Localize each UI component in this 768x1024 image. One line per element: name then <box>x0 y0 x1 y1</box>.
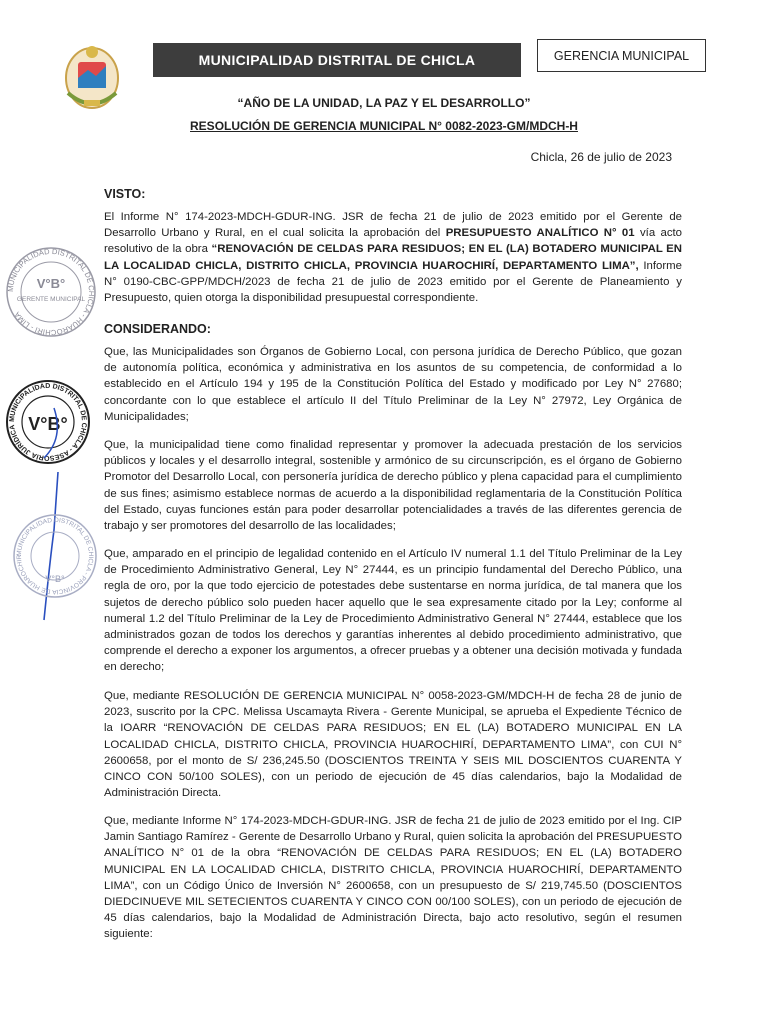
considerando-paragraph-1: Que, las Municipalidades son Órganos de Gobierno Local, con persona jurídica de Derecho Público, que gozan de autonomía política, económica y administrativa en los asuntos de su competencia, de conformidad a lo establecido en el Artículo 194 y 195 de la Constitución Política del Estado y modificado por Ley N° 27680; concordante con lo que establece el artículo II del Título Preliminar de la Ley N° 27972, Ley Orgánica de Municipalidades; <box>104 346 682 423</box>
visto-text-3: Informe N° 0190-CBC-GPP/MDCH/2023 de fecha 21 de julio de 2023 emitido por el Gerente de Planeamiento y Presupuesto, quien otorga la disponibilidad presupuestal correspondiente. <box>104 259 682 305</box>
visto-text-2: vía acto resolutivo de la obra <box>104 227 683 256</box>
institution-name: MUNICIPALIDAD DISTRITAL DE CHICLA <box>198 52 476 68</box>
stamp1-ring-text: MUNICIPALIDAD DISTRITAL DE CHICLA - HUAROCHIRÍ - LIMA <box>5 246 97 338</box>
considerando-paragraph-5: Que, mediante Informe N° 174-2023-MDCH-GDUR-ING. JSR de fecha 21 de julio de 2023 emitido por el Ing. CIP Jamin Santiago Ramírez - Gerente de Desarrollo Urbano y Rural, quien solicita la aprobación del PRESUPUESTO ANALÍTICO N° 01 de la obra “RENOVACIÓN DE CELDAS PARA RESIDUOS; EN EL (LA) BOTADERO MUNICIPAL EN LA LOCALIDAD CHICLA, DISTRITO CHICLA, PROVINCIA HUAROCHIRÍ, DEPARTAMENTO LIMA”, con un Código Único de Inversión N° 2600658, con un presupuesto de S/ 219,745.50 (DOSCIENTOS DIEDCINUEVE MIL SETECIENTOS CUARENTA Y CINCO CON 00/100 SOLES), con un periodo de ejecución de 45 días calendarios, bajo la Modalidad de Administración Directa, bajo acto resolutivo, según el resumen siguiente: <box>104 815 682 941</box>
document-date: Chicla, 26 de julio de 2023 <box>530 150 672 164</box>
visto-bold-1: PRESUPUESTO ANALÍTICO N° 01 <box>445 227 635 240</box>
visto-text-1: El Informe N° 174-2023-MDCH-GDUR-ING. JSR de fecha 21 de julio de 2023 emitido por el Gerente de Desarrollo Urbano y Rural, en el cual solicita la aprobación del <box>104 211 682 240</box>
stamp1-label: GERENTE MUNICIPAL <box>16 296 86 303</box>
office-box <box>537 39 706 72</box>
stamp2-vobo: V°B° <box>28 414 68 434</box>
considerando-heading: CONSIDERANDO: <box>104 322 211 336</box>
considerando-paragraph-4: Que, mediante RESOLUCIÓN DE GERENCIA MUNICIPAL N° 0058-2023-GM/MDCH-H de fecha 28 de junio de 2023, suscrito por la CPC. Melissa Uscamayta Rivera - Gerente Municipal, se aprueba el Expediente Técnico de la IOARR “RENOVACIÓN DE CELDAS PARA RESIDUOS; EN EL (LA) BOTADERO MUNICIPAL EN LA LOCALIDAD CHICLA, DISTRITO CHICLA, PROVINCIA HUAROCHIRÍ, DEPARTAMENTO LIMA”, con CUI N° 2600658, por el monto de S/ 236,245.50 (DOSCIENTOS TREINTA Y SEIS MIL DOSCIENTOS CUARENTA Y CINCO CON 50/100 SOLES), con un periodo de ejecución de 45 días calendarios, bajo la Modalidad de Administración Directa. <box>104 690 682 800</box>
obras-stamp <box>10 512 100 600</box>
gerente-municipal-stamp <box>2 246 100 338</box>
year-motto: “AÑO DE LA UNIDAD, LA PAZ Y EL DESARROLLO” <box>237 96 531 110</box>
resolution-title: RESOLUCIÓN DE GERENCIA MUNICIPAL N° 0082-2023-GM/MDCH-H <box>190 119 578 133</box>
considerando-paragraph-2: Que, la municipalidad tiene como finalidad representar y promover la adecuada prestación de los servicios públicos y locales y el desarrollo integral, sostenible y armónico de su circunscripción, es el órgano de Gobierno Promotor del Desarrollo Local, con personería jurídica de derecho público y plena capacidad para el cumplimiento de sus fines; asimismo establece normas de acuerdo a la disponibilidad reglamentaria de la Constitución Política del Estado, cuyas funciones están para poder desarrollar potencialidades a través de las diferentes gerencia de trabajo y ser promotores del desarrollo de las localidades; <box>104 439 682 533</box>
visto-paragraph <box>104 209 682 306</box>
stamp3-vobo: V°B° <box>45 574 65 584</box>
institution-banner <box>153 43 521 77</box>
visto-heading: VISTO: <box>104 187 146 201</box>
visto-bold-2: “RENOVACIÓN DE CELDAS PARA RESIDUOS; EN EL (LA) BOTADERO MUNICIPAL EN LA LOCALIDAD CHICLA, DISTRITO CHICLA, PROVINCIA HUAROCHIRÍ, DEPARTAMENTO LIMA”, <box>104 243 683 272</box>
stamp1-vobo: V°B° <box>36 276 66 291</box>
asesoria-juridica-stamp <box>4 378 92 466</box>
considerando-paragraph-3: Que, amparado en el principio de legalidad contenido en el Artículo IV numeral 1.1 del Título Preliminar de la Ley de Procedimiento Administrativo General, Ley N° 27444, es un principio fundamental del Derecho Público, una regla de oro, por la que todo ejercicio de potestades debe sustentarse en norma jurídica, de tal manera que los sujetos de derecho público solo pueden hacer aquello que le sea expresamente citado por la Ley; conforme al numeral 1.2 del Título Preliminar de la Ley de Procedimiento Administrativo General N° 27444, establece que los administrados gozan de todos los derechos y garantías inherentes al debido procedimiento administrativo, que comprende el derecho a exponer los argumentos, a ofrecer pruebas y a obtener una decisión motivada y fundada en derecho; <box>104 548 682 674</box>
stamp2-ring-text: MUNICIPALIDAD DISTRITAL DE CHICLA - ASESORÍA JURÍDICA <box>8 382 88 462</box>
office-name: GERENCIA MUNICIPAL <box>553 48 690 63</box>
stamp3-ring-text: MUNICIPALIDAD DISTRITAL DE CHICLA - PROVINCIA DE HUAROCHIR <box>15 516 95 596</box>
